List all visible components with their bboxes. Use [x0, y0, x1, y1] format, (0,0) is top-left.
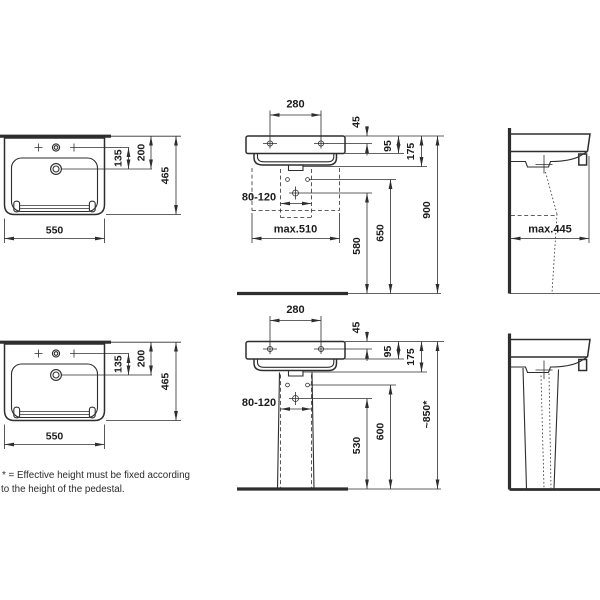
- drain-center-mark: [536, 155, 553, 174]
- dim-drain-height: 530: [351, 436, 363, 455]
- drain-center-mark: [289, 187, 302, 200]
- basin-profile: [511, 340, 590, 358]
- dim-basin-height: 175: [405, 348, 417, 366]
- bowl-underside: [254, 154, 337, 166]
- view-wallhung-front: [237, 99, 444, 294]
- dim-wall-to-drain: 200: [135, 349, 148, 368]
- hidden-drain-pipe: [281, 375, 312, 489]
- pedestal-outline: [312, 373, 314, 490]
- dim-tap-to-drain: 135: [112, 149, 125, 167]
- basin-profile: [511, 134, 590, 152]
- dim-depth: 465: [159, 372, 172, 391]
- fixing-holes: [263, 344, 328, 354]
- cover-screw-hole: [286, 383, 290, 387]
- fixing-holes: [263, 139, 328, 149]
- drain-center-mark: [536, 361, 553, 380]
- dim-depth: 465: [159, 166, 172, 185]
- dim-rim-to-holes: 45: [350, 321, 363, 334]
- basin-rim: [246, 342, 345, 360]
- tap-hole: [52, 144, 59, 151]
- dim-width: 550: [45, 224, 64, 237]
- overflow-slot: [20, 205, 90, 208]
- dim-waste-range: 80-120: [241, 191, 277, 204]
- view-wallhung-side: [510, 128, 600, 294]
- dim-rim-to-overflow: 95: [382, 140, 394, 152]
- cover-screw-hole: [306, 178, 310, 182]
- bowl-underside: [254, 359, 337, 371]
- dim-cover-width: max.510: [273, 223, 318, 236]
- dim-fixing-height: 600: [374, 422, 387, 441]
- drain-center-mark: [289, 392, 302, 405]
- footnote: [1, 470, 190, 495]
- dim-fixing-height: 650: [374, 224, 387, 242]
- overflow-slot: [20, 411, 90, 414]
- dim-hole-spacing: 280: [286, 304, 305, 316]
- basin-rim: [246, 136, 345, 154]
- view-pedestal-plan: [0, 342, 181, 449]
- dim-rim-to-holes: 45: [350, 116, 363, 128]
- view-pedestal-side: [510, 334, 600, 490]
- drain-hole: [51, 370, 62, 381]
- hidden-drain-pipe: [541, 374, 551, 489]
- dim-basin-height: 175: [405, 142, 417, 161]
- pedestal-outline: [554, 370, 559, 489]
- pedestal-outline: [523, 368, 527, 489]
- dim-cover-depth: max.445: [528, 223, 572, 236]
- dim-hole-spacing: 280: [286, 98, 305, 111]
- footnote-line-1: * = Effective height must be fixed according: [2, 470, 190, 481]
- dim-rim-height: ~850*: [421, 400, 433, 429]
- dim-rim-to-overflow: 95: [382, 345, 394, 358]
- alt-tap-hole-marks: [35, 350, 79, 358]
- dim-waste-range: 80-120: [241, 397, 277, 409]
- waste-outlet: [289, 165, 304, 171]
- view-wallhung-plan: [0, 136, 181, 243]
- drain-hole: [51, 164, 62, 175]
- dim-drain-height: 580: [351, 237, 363, 255]
- dim-wall-to-drain: 200: [135, 143, 148, 162]
- cover-screw-hole: [286, 178, 290, 182]
- tap-hole: [52, 350, 59, 357]
- pedestal-outline: [278, 373, 280, 490]
- footnote-line-2: to the height of the pedestal.: [1, 484, 125, 495]
- dim-rim-height: 900: [421, 201, 433, 219]
- alt-tap-hole-marks: [35, 144, 79, 152]
- dim-tap-to-drain: 135: [112, 355, 125, 373]
- dim-width: 550: [45, 430, 64, 443]
- waste-outlet: [289, 371, 304, 377]
- cover-screw-hole: [306, 383, 310, 387]
- view-pedestal-front: [237, 304, 444, 489]
